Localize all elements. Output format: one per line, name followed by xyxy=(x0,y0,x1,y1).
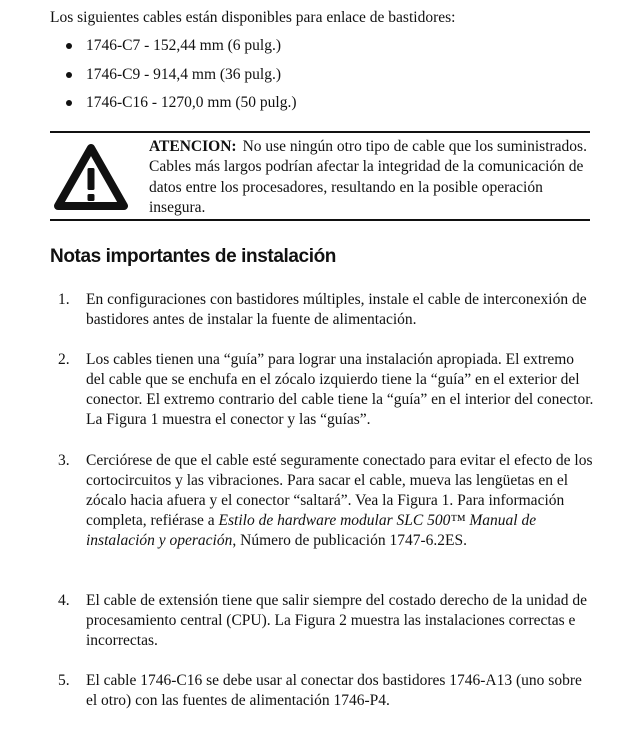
bullet-icon xyxy=(66,43,72,49)
step-number: 1. xyxy=(58,291,70,308)
caution-heading: ATENCION: xyxy=(149,138,237,155)
step-text: Cerciórese de que el cable esté seguramente conectado para evitar el efecto de los cortocircuitos y las vibraciones. Para sacar el cable, mueva las lengüetas en el zócalo hacia afuera y el conector “saltará”. Vea la Figura 1. Para información completa, refiérase a Estilo de hardware modular SLC 500™ Manual de instalación y operación, Número de publicación 1747-6.2ES. xyxy=(86,452,593,549)
step-text: El cable de extensión tiene que salir siempre del costado derecho de la unidad de procesamiento central (CPU). La Figura 2 muestra las instalaciones correctas e incorrectas. xyxy=(86,592,587,649)
bullet-icon xyxy=(66,100,72,106)
section-title: Notas importantes de instalación xyxy=(50,246,336,267)
step-number: 4. xyxy=(58,592,70,609)
warning-triangle-icon xyxy=(54,143,128,211)
publication-title: Estilo de hardware modular SLC 500™ Manual de instalación y operación xyxy=(86,512,537,549)
list-item xyxy=(58,451,594,551)
list-item: 1746-C9 - 914,4 mm (36 pulg.) xyxy=(64,65,297,94)
list-item xyxy=(58,671,594,711)
cable-list xyxy=(64,36,297,122)
intro-text: Los siguientes cables están disponibles para enlace de bastidores: xyxy=(50,9,456,26)
list-item xyxy=(58,350,594,430)
caution-body: No use ningún otro tipo de cable que los suministrados. Cables más largos podrían afectar la integridad de la comunicación de datos entre los procesadores, resultando en la posible operación insegura. xyxy=(149,138,587,216)
step-number: 5. xyxy=(58,672,70,689)
list-item: 1746-C7 - 152,44 mm (6 pulg.) xyxy=(64,36,297,65)
list-item: 1746-C16 - 1270,0 mm (50 pulg.) xyxy=(64,93,297,122)
list-item xyxy=(58,591,594,651)
step-text: Los cables tienen una “guía” para lograr una instalación apropiada. El extremo del cable que se enchufa en el zócalo izquierdo tiene la “guía” en el exterior del conector. El extremo contrario del cable tiene la “guía” en el interior del conector. La Figura 1 muestra el conector y las “guías”. xyxy=(86,351,594,428)
step-number: 2. xyxy=(58,351,70,368)
caution-notice xyxy=(50,131,590,221)
step-text: El cable 1746-C16 se debe usar al conectar dos bastidores 1746-A13 (uno sobre el otro) con las fuentes de alimentación 1746-P4. xyxy=(86,672,582,709)
step-text: En configuraciones con bastidores múltiples, instale el cable de interconexión de bastidores antes de instalar la fuente de alimentación. xyxy=(86,291,587,328)
step-number: 3. xyxy=(58,452,70,469)
bullet-icon xyxy=(66,72,72,78)
list-item xyxy=(58,290,594,330)
caution-text xyxy=(149,137,589,218)
